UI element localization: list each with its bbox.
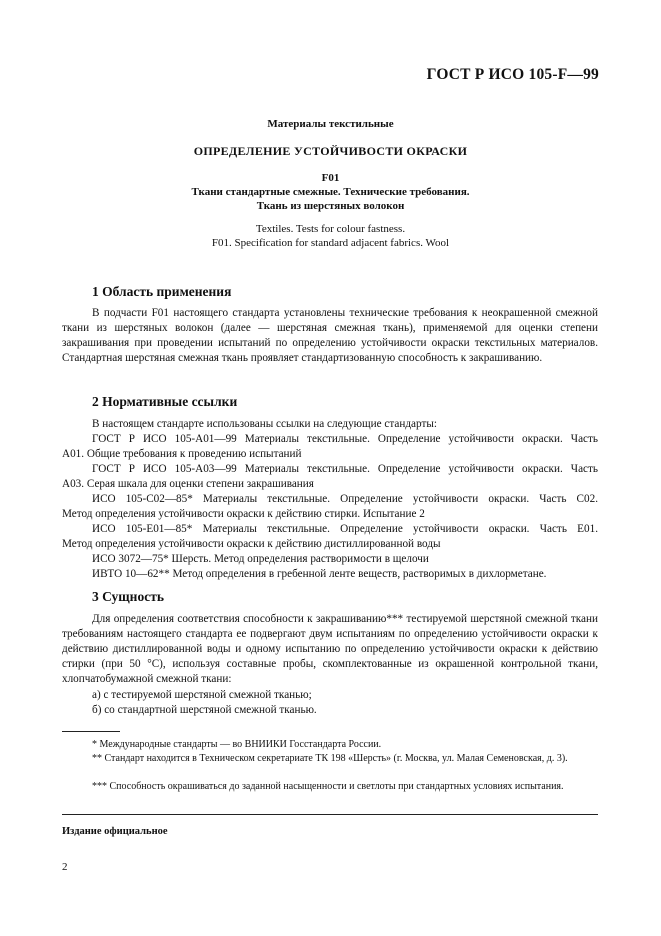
reference-1-line-2: А01. Общие требования к проведению испытаний	[62, 448, 302, 460]
reference-4-line-2: Метод определения устойчивости окраски к действию дистиллированной воды	[62, 538, 441, 550]
list-item-b: б) со стандартной шерстяной смежной тканью.	[92, 704, 317, 716]
subtitle-line-2: Ткань из шерстяных волокон	[256, 200, 405, 212]
reference-4-line-1: ИСО 105-Е01—85* Материалы текстильные. Определение устойчивости окраски. Часть Е01.	[92, 523, 598, 535]
reference-3-line-1: ИСО 105-С02—85* Материалы текстильные. Определение устойчивости окраски. Часть С02.	[92, 493, 598, 505]
section-3-text: Для определения соответствия способности к закрашиванию*** тестируемой шерстяной смежной ткани требованиям настоящего стандарта ее подвергают двум испытаниям по определению устойчивости окраски к действию дистиллированной воды и одному испытанию по определению устойчивости окраски к действию стирки (при 50 °С), используя составные пробы, скомплектованные из окрашенной контрольной ткани, хлопчатобумажной смежной ткани:	[62, 613, 598, 686]
reference-3-line-2: Метод определения устойчивости окраски к действию стирки. Испытание 2	[62, 508, 425, 520]
reference-5: ИСО 3072—75* Шерсть. Метод определения растворимости в щелочи	[92, 553, 429, 565]
footer-separator	[62, 814, 598, 815]
footnote-1: * Международные стандарты — во ВНИИКИ Госстандарта России.	[92, 739, 382, 750]
category-heading: Материалы текстильные	[267, 118, 394, 130]
page-number: 2	[62, 861, 68, 873]
footnote-3: *** Способность окрашиваться до заданной насыщенности и светлоты при стандартных условиях испытания.	[92, 781, 564, 792]
section-1-text: В подчасти F01 настоящего стандарта установлены технические требования к неокрашенной смежной ткани из шерстяных волокон (далее — шерстяная смежная ткань), применяемой для оценки степени закрашивания при проведении испытаний по определению устойчивости окраски текстильных материалов. Стандартная шерстяная смежная ткань проявляет стандартизованную способность к закрашиванию.	[62, 307, 598, 365]
main-title: ОПРЕДЕЛЕНИЕ УСТОЙЧИВОСТИ ОКРАСКИ	[193, 144, 468, 158]
footnote-separator	[62, 731, 120, 732]
section-3-title: 3 Сущность	[92, 589, 164, 604]
edition-label: Издание официальное	[62, 826, 168, 837]
section-2-intro: В настоящем стандарте использованы ссылки на следующие стандарты:	[92, 418, 437, 430]
english-title-line-1: Textiles. Tests for colour fastness.	[255, 223, 406, 235]
english-title-line-2: F01. Specification for standard adjacent fabrics. Wool	[211, 237, 450, 249]
list-item-a: а) с тестируемой шерстяной смежной тканью;	[92, 689, 312, 701]
footnote-2: ** Стандарт находится в Техническом секретариате ТК 198 «Шерсть» (г. Москва, ул. Малая Семеновская, д. 3).	[92, 753, 568, 764]
standard-code: ГОСТ Р ИСО 105-F—99	[426, 66, 599, 83]
part-code: F01	[321, 172, 340, 184]
subtitle-line-1: Ткани стандартные смежные. Технические требования.	[191, 186, 470, 198]
section-2-title: 2 Нормативные ссылки	[92, 394, 238, 409]
section-1-title: 1 Область применения	[92, 284, 232, 299]
reference-6: ИВТО 10—62** Метод определения в гребенной ленте веществ, растворимых в дихлорметане.	[92, 568, 547, 580]
reference-2-line-2: А03. Серая шкала для оценки степени закрашивания	[62, 478, 314, 490]
reference-1-line-1: ГОСТ Р ИСО 105-А01—99 Материалы текстильные. Определение устойчивости окраски. Часть	[92, 433, 598, 445]
reference-2-line-1: ГОСТ Р ИСО 105-А03—99 Материалы текстильные. Определение устойчивости окраски. Часть	[92, 463, 598, 475]
